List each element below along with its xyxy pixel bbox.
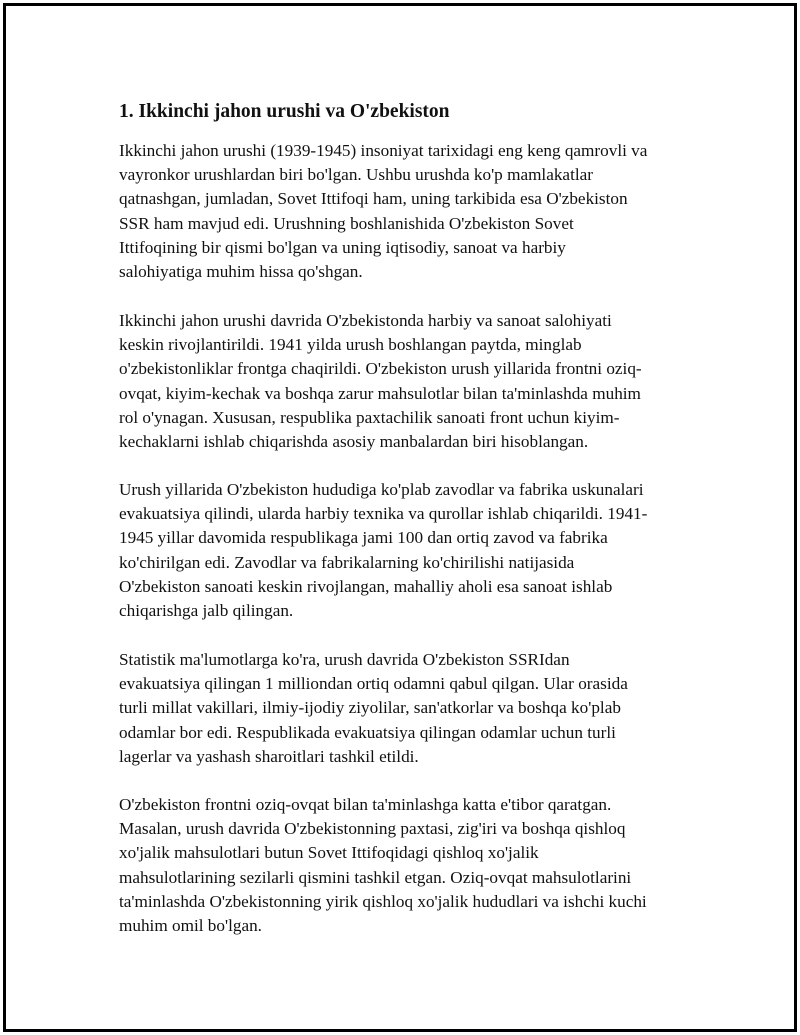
paragraph-3 [119, 478, 691, 623]
text-line: 1945 yillar davomida respublikaga jami 100 dan ortiq zavod va fabrika [119, 528, 608, 548]
paragraph-1 [119, 139, 691, 284]
text-line: O'zbekiston sanoati keskin rivojlangan, mahalliy aholi esa sanoat ishlab [119, 576, 613, 596]
paragraph-2 [119, 309, 691, 454]
text-line: muhim omil bo'lgan. [119, 916, 262, 936]
text-line: evakuatsiya qilindi, ularda harbiy texnika va qurollar ishlab chiqarildi. 1941- [119, 504, 648, 524]
text-line: qatnashgan, jumladan, Sovet Ittifoqi ham, uning tarkibida esa O'zbekiston [119, 189, 628, 209]
text-line: evakuatsiya qilingan 1 milliondan ortiq odamni qabul qilgan. Ular orasida [119, 674, 628, 694]
text-line: kechaklarni ishlab chiqarishda asosiy manbalardan biri hisoblangan. [119, 432, 589, 452]
text-line: rol o'ynagan. Xususan, respublika paxtachilik sanoati front uchun kiyim- [119, 407, 620, 427]
text-line: salohiyatiga muhim hissa qo'shgan. [119, 262, 363, 282]
document-page [3, 3, 797, 1032]
text-line: Ikkinchi jahon urushi (1939-1945) insoniyat tarixidagi eng keng qamrovli va [119, 141, 648, 160]
text-line: xo'jalik mahsulotlari butun Sovet Ittifoqidagi qishloq xo'jalik [119, 843, 539, 863]
text-line: ovqat, kiyim-kechak va boshqa zarur mahsulotlar bilan ta'minlashda muhim [119, 383, 641, 403]
text-line: odamlar bor edi. Respublikada evakuatsiya qilingan odamlar uchun turli [119, 722, 616, 742]
text-line: chiqarishga jalb qilingan. [119, 601, 294, 621]
text-line: o'zbekistonliklar frontga chaqirildi. O'zbekiston urush yillarida frontni oziq- [119, 359, 642, 379]
text-line: Statistik ma'lumotlarga ko'ra, urush davrida O'zbekiston SSRIdan [119, 650, 570, 669]
text-line: Masalan, urush davrida O'zbekistonning paxtasi, zig'iri va boshqa qishloq [119, 819, 626, 839]
text-line: ko'chirilgan edi. Zavodlar va fabrikalarning ko'chirilishi natijasida [119, 552, 575, 572]
text-line: keskin rivojlantirildi. 1941 yilda urush boshlangan paytda, minglab [119, 335, 582, 355]
text-line: mahsulotlarining sezilarli qismini tashkil etgan. Oziq-ovqat mahsulotlarini [119, 867, 632, 887]
text-line: turli millat vakillari, ilmiy-ijodiy ziyolilar, san'atkorlar va boshqa ko'plab [119, 698, 621, 718]
text-line: Urush yillarida O'zbekiston hududiga ko'plab zavodlar va fabrika uskunalari [119, 480, 644, 499]
paragraph-5 [119, 793, 691, 938]
paragraph-4 [119, 648, 691, 769]
text-line: Ittifoqining bir qismi bo'lgan va uning iqtisodiy, sanoat va harbiy [119, 237, 566, 257]
text-line: Ikkinchi jahon urushi davrida O'zbekistonda harbiy va sanoat salohiyati [119, 311, 612, 330]
text-line: lagerlar va yashash sharoitlari tashkil etildi. [119, 746, 419, 766]
text-line: O'zbekiston frontni oziq-ovqat bilan ta'minlashga katta e'tibor qaratgan. [119, 795, 612, 814]
text-line: ta'minlashda O'zbekistonning yirik qishloq xo'jalik hududlari va ishchi kuchi [119, 891, 647, 911]
text-line: vayronkor urushlardan biri bo'lgan. Ushbu urushda ko'p mamlakatlar [119, 165, 593, 185]
section-heading: 1. Ikkinchi jahon urushi va O'zbekiston [119, 101, 450, 122]
text-line: SSR ham mavjud edi. Urushning boshlanishida O'zbekiston Sovet [119, 213, 574, 233]
